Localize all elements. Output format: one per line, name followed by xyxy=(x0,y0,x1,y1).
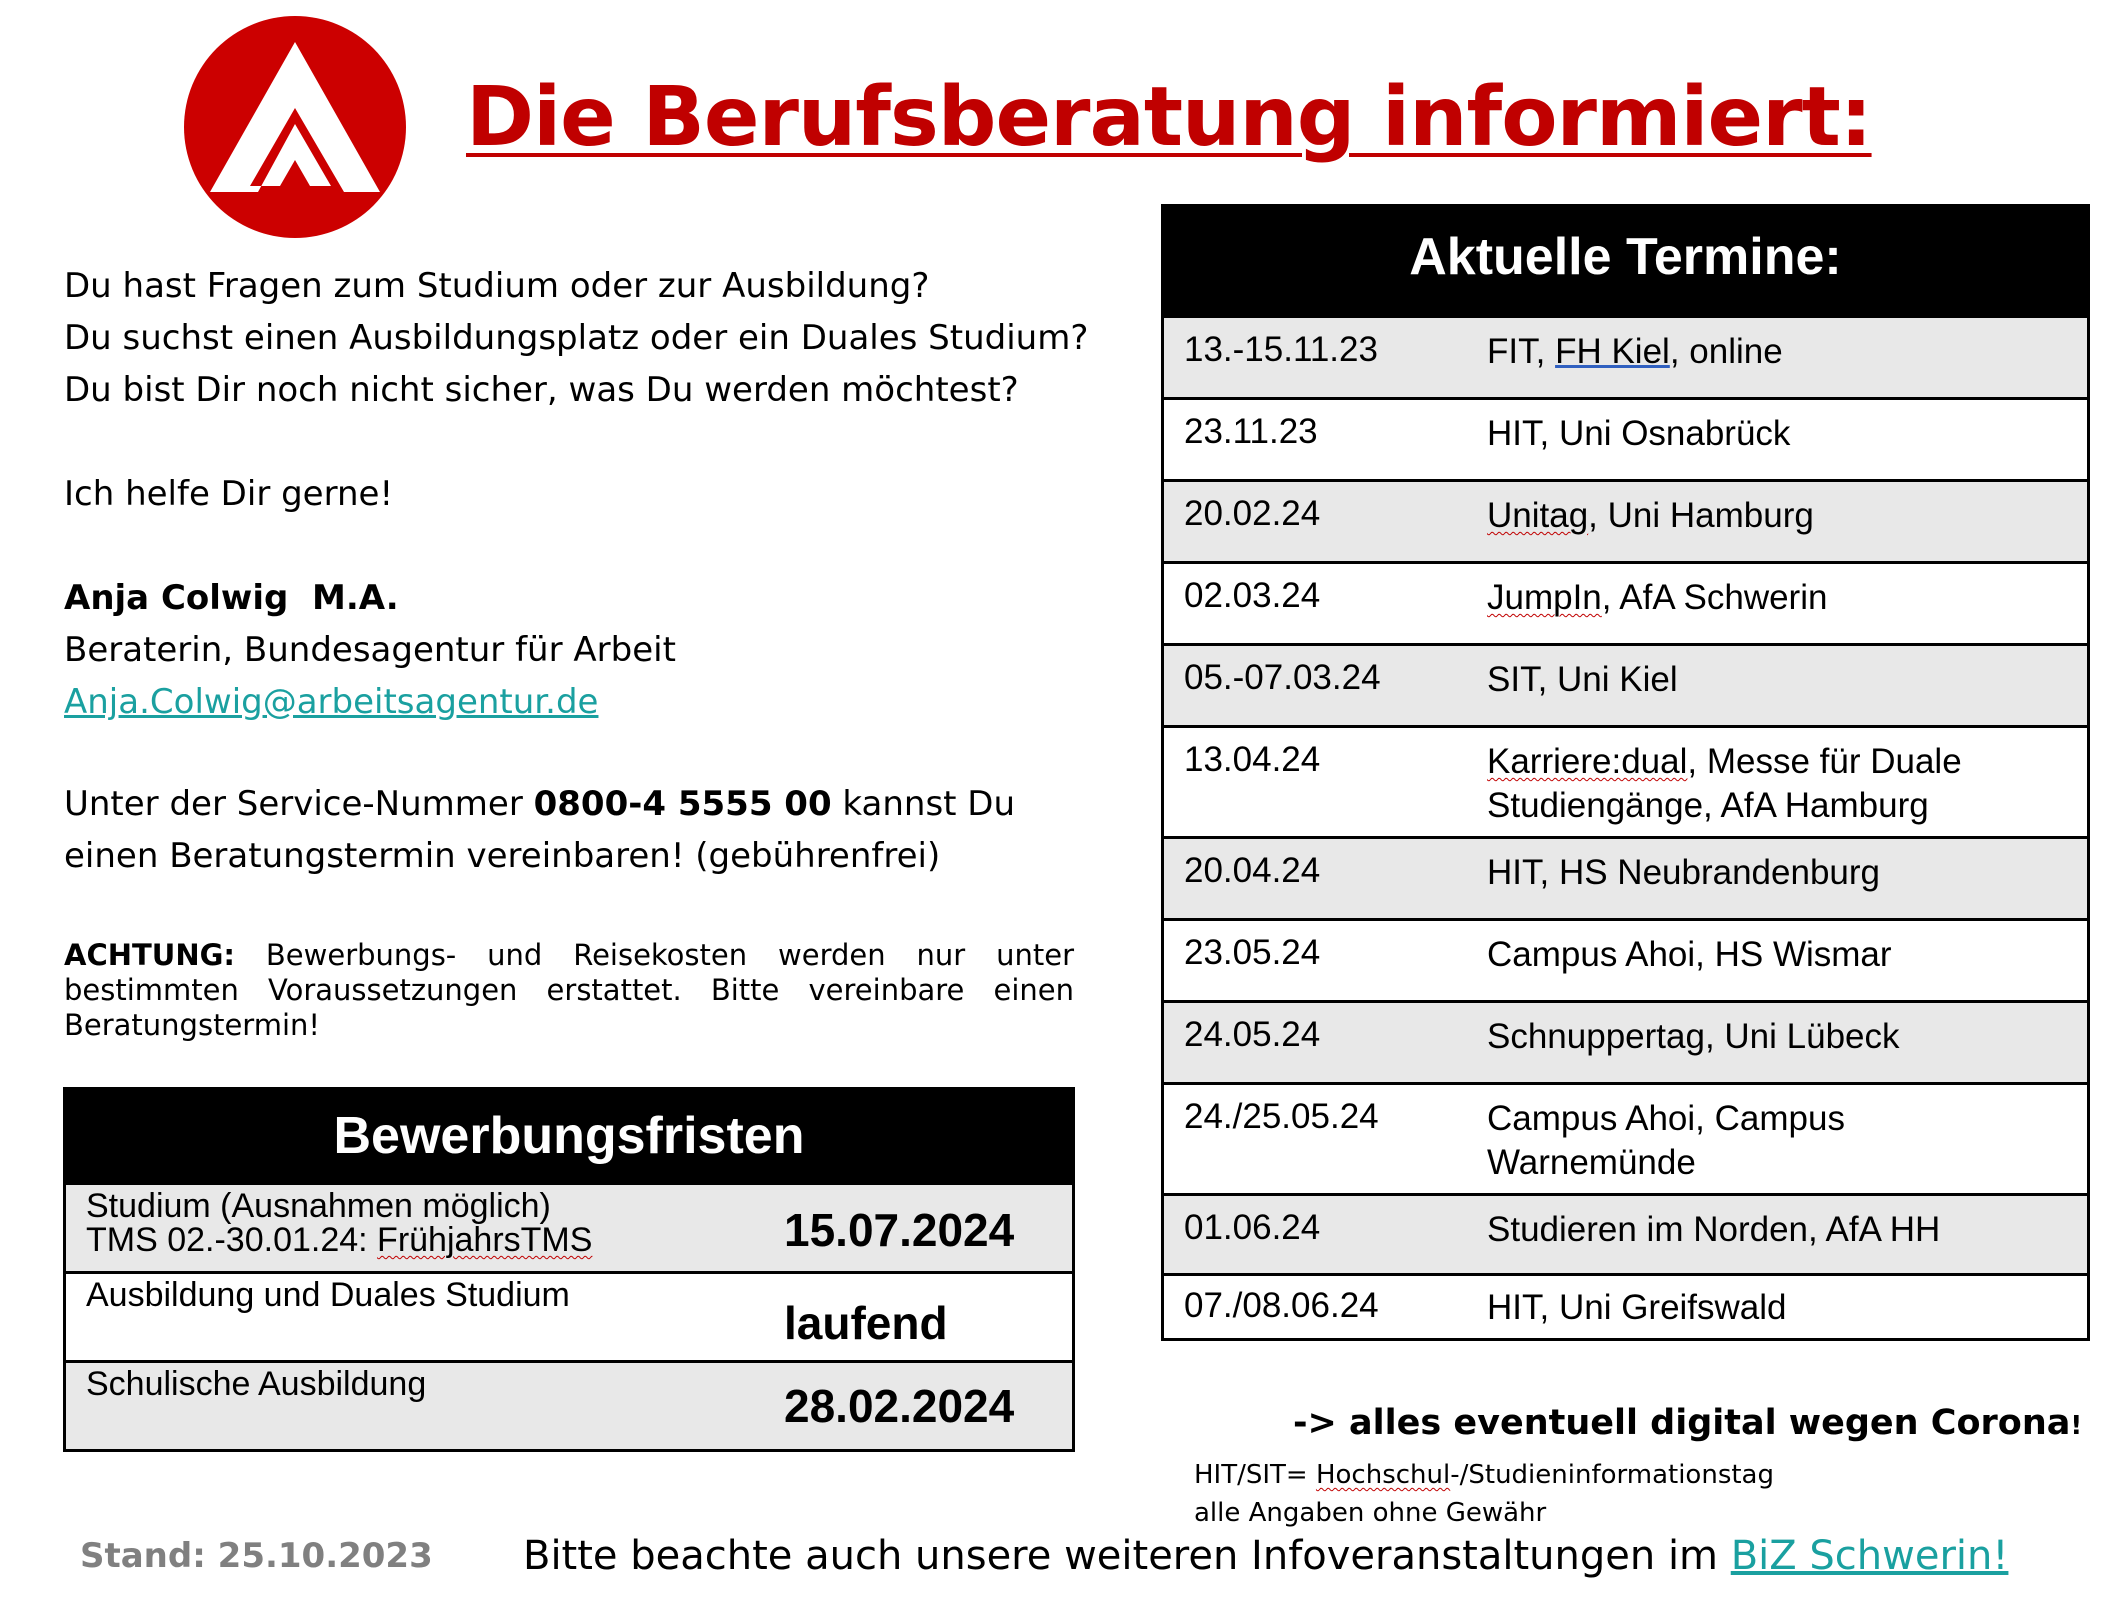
table-row xyxy=(1164,315,2087,397)
termin-event: HIT, Uni Osnabrück xyxy=(1487,414,1791,453)
table-row xyxy=(1164,1273,2087,1338)
contact-block xyxy=(64,572,676,728)
service-line-2: einen Beratungstermin vereinbaren! (gebührenfrei) xyxy=(64,836,941,876)
table-row xyxy=(1164,725,2087,836)
intro-question: Du suchst einen Ausbildungsplatz oder ein Duales Studium? xyxy=(64,318,1089,358)
table-row xyxy=(1164,836,2087,918)
fristen-title: Bewerbungsfristen xyxy=(66,1090,1072,1182)
termin-event xyxy=(1487,1097,2077,1185)
biz-schwerin-link[interactable]: BiZ Schwerin! xyxy=(1730,1533,2009,1579)
fristen-label-line xyxy=(86,1223,592,1257)
corona-note xyxy=(1293,1403,2082,1443)
service-suffix: kannst Du xyxy=(831,784,1016,824)
stand-date: Stand: 25.10.2023 xyxy=(80,1536,433,1576)
termine-table xyxy=(1161,204,2090,1341)
table-row xyxy=(66,1182,1072,1271)
table-row xyxy=(66,1271,1072,1360)
fristen-value: laufend xyxy=(784,1297,948,1349)
fristen-value: 15.07.2024 xyxy=(784,1204,1015,1256)
table-row xyxy=(1164,643,2087,725)
fristen-label-prefix: TMS 02.-30.01.24: xyxy=(86,1221,378,1259)
abbr-prefix: HIT/SIT= xyxy=(1194,1460,1316,1490)
termin-event xyxy=(1487,330,2077,374)
termin-date: 02.03.24 xyxy=(1184,576,1321,615)
termin-event-part: , online xyxy=(1669,332,1783,371)
termin-event: Campus Ahoi, HS Wismar xyxy=(1487,935,1892,974)
termin-event-line: Campus Ahoi, Campus xyxy=(1487,1099,1845,1138)
termin-date: 20.02.24 xyxy=(1184,494,1321,533)
termin-event: HIT, Uni Greifswald xyxy=(1487,1288,1787,1327)
termin-date: 24./25.05.24 xyxy=(1184,1097,1379,1136)
intro-question: Du hast Fragen zum Studium oder zur Ausbildung? xyxy=(64,266,930,306)
termin-event-mark: Unitag xyxy=(1487,496,1589,535)
contact-name: Anja Colwig M.A. xyxy=(64,578,399,618)
termin-event: HIT, HS Neubrandenburg xyxy=(1487,853,1880,892)
termine-title: Aktuelle Termine: xyxy=(1164,207,2087,315)
abbreviation-line xyxy=(1194,1456,1774,1494)
termin-event-mark: Karriere:dual xyxy=(1487,742,1688,781)
termin-event: Schnuppertag, Uni Lübeck xyxy=(1487,1017,1900,1056)
table-row xyxy=(66,1360,1072,1449)
fristen-value: 28.02.2024 xyxy=(784,1380,1015,1432)
page-title: Die Berufsberatung informiert: xyxy=(466,70,1872,165)
table-row xyxy=(1164,479,2087,561)
service-number: 0800-4 5555 00 xyxy=(533,784,832,824)
warning-body: Bewerbungs- und Reisekosten werden nur unter bestimmten Voraussetzungen erstattet. Bitte vereinbare einen Beratungstermin! xyxy=(64,938,1074,1042)
fristen-label-mark: FrühjahrsTMS xyxy=(377,1221,593,1259)
table-row xyxy=(1164,918,2087,1000)
service-prefix: Unter der Service-Nummer xyxy=(64,784,534,824)
table-row xyxy=(1164,1000,2087,1082)
corona-note-text: -> alles eventuell digital wegen Corona xyxy=(1293,1403,2071,1443)
fristen-label: Schulische Ausbildung xyxy=(86,1365,427,1403)
footer-text xyxy=(523,1533,2008,1579)
termin-event-link[interactable]: FH Kiel xyxy=(1555,332,1670,371)
termin-event-mark: JumpIn xyxy=(1487,578,1602,617)
termin-event: SIT, Uni Kiel xyxy=(1487,660,1678,699)
contact-role: Beraterin, Bundesagentur für Arbeit xyxy=(64,630,676,670)
arbeitsagentur-logo-icon xyxy=(184,16,406,238)
termin-date: 05.-07.03.24 xyxy=(1184,658,1381,697)
termin-date: 23.11.23 xyxy=(1184,412,1318,451)
termin-date: 13.04.24 xyxy=(1184,740,1321,779)
service-text xyxy=(64,778,1015,882)
termin-date: 13.-15.11.23 xyxy=(1184,330,1378,369)
fristen-label-line: Studium (Ausnahmen möglich) xyxy=(86,1187,551,1225)
warning-text xyxy=(64,938,1074,1043)
corona-note-end: ! xyxy=(2070,1411,2083,1441)
termin-event-part: FIT, xyxy=(1487,332,1556,371)
table-row xyxy=(1164,397,2087,479)
abbreviation-note xyxy=(1194,1456,1774,1532)
termin-event-line xyxy=(1487,740,2077,784)
service-line-1 xyxy=(64,778,1015,830)
termin-date: 07./08.06.24 xyxy=(1184,1286,1379,1325)
termin-event xyxy=(1487,494,2077,538)
table-row xyxy=(1164,1082,2087,1193)
termin-event xyxy=(1487,576,2077,620)
termin-event-line: Warnemünde xyxy=(1487,1143,1696,1182)
help-text: Ich helfe Dir gerne! xyxy=(64,474,394,514)
intro-questions xyxy=(64,260,1088,416)
table-row xyxy=(1164,561,2087,643)
fristen-label: Ausbildung und Duales Studium xyxy=(86,1276,570,1314)
termin-date: 01.06.24 xyxy=(1184,1208,1321,1247)
abbr-mark: Hochschul xyxy=(1315,1460,1451,1490)
fristen-label xyxy=(86,1189,592,1257)
termin-date: 23.05.24 xyxy=(1184,933,1321,972)
footer-text-body: Bitte beachte auch unsere weiteren Infoveranstaltungen im xyxy=(523,1533,1731,1579)
termin-event-part: , AfA Schwerin xyxy=(1601,578,1828,617)
fristen-table xyxy=(63,1087,1075,1452)
intro-question: Du bist Dir noch nicht sicher, was Du werden möchtest? xyxy=(64,370,1019,410)
termin-event: Studieren im Norden, AfA HH xyxy=(1487,1210,1941,1249)
warning-label: ACHTUNG: xyxy=(64,938,235,972)
termin-date: 24.05.24 xyxy=(1184,1015,1321,1054)
abbr-rest: -/Studieninformationstag xyxy=(1450,1460,1774,1490)
contact-email-link[interactable]: Anja.Colwig@arbeitsagentur.de xyxy=(64,682,599,722)
termin-date: 20.04.24 xyxy=(1184,851,1321,890)
termin-event-part: , Uni Hamburg xyxy=(1588,496,1814,535)
disclaimer-text: alle Angaben ohne Gewähr xyxy=(1194,1498,1547,1528)
termin-event xyxy=(1487,740,2077,828)
termin-event-part: , Messe für Duale xyxy=(1687,742,1962,781)
table-row xyxy=(1164,1193,2087,1273)
termin-event-line: Studiengänge, AfA Hamburg xyxy=(1487,786,1929,825)
